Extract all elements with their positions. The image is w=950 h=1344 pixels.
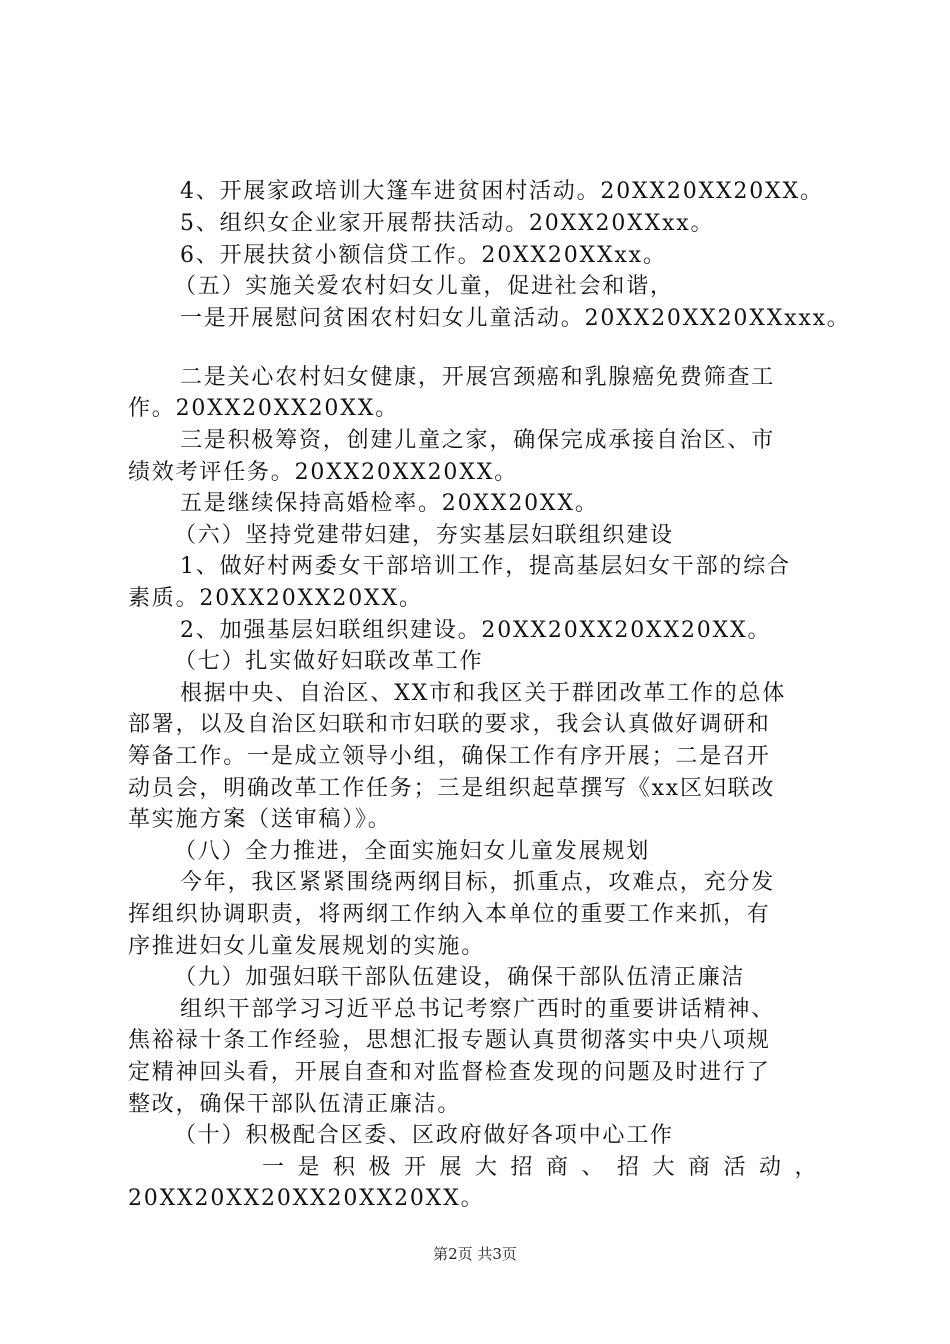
text-line: 筹备工作。一是成立领导小组，确保工作有序开展；二是召开 xyxy=(128,744,771,769)
text-line: 20XX20XX20XX20XX20XX。 xyxy=(128,1186,485,1211)
text-line: 作。20XX20XX20XX。 xyxy=(128,396,399,421)
text-line: 五是继续保持高婚检率。20XX20XX。 xyxy=(180,491,599,516)
section-heading: （十）积极配合区委、区政府做好各项中心工作 xyxy=(174,1123,674,1148)
text-line: 一是积极开展大招商、招大商活动， xyxy=(262,1155,831,1180)
text-line: 5、组织女企业家开展帮扶活动。20XX20XXxx。 xyxy=(180,211,715,236)
text-line: 三是积极筹资，创建儿童之家，确保完成承接自治区、市 xyxy=(180,428,776,453)
section-heading: （九）加强妇联干部队伍建设，确保干部队伍清正廉洁 xyxy=(174,965,746,990)
section-heading: （五）实施关爱农村妇女儿童，促进社会和谐， xyxy=(174,274,674,299)
text-line: 定精神回头看，开展自查和对监督检查发现的问题及时进行了 xyxy=(128,1060,771,1085)
text-line: 二是关心农村妇女健康，开展宫颈癌和乳腺癌免费筛查工 xyxy=(180,365,776,390)
text-line: 6、开展扶贫小额信贷工作。20XX20XXxx。 xyxy=(180,243,667,268)
text-line: 组织干部学习习近平总书记考察广西时的重要讲话精神、 xyxy=(180,997,776,1022)
text-line: 4、开展家政培训大篷车进贫困村活动。20XX20XX20XX。 xyxy=(180,179,824,204)
text-line: 今年，我区紧紧围绕两纲目标，抓重点，攻难点，充分发 xyxy=(180,870,776,895)
text-line: 整改，确保干部队伍清正廉洁。 xyxy=(128,1092,462,1117)
section-heading: （六）坚持党建带妇建，夯实基层妇联组织建设 xyxy=(174,523,674,548)
text-line: 动员会，明确改革工作任务；三是组织起草撰写《xx区妇联改 xyxy=(128,776,776,801)
text-line: 2、加强基层妇联组织建设。20XX20XX20XX20XX。 xyxy=(180,618,772,643)
section-heading: （七）扎实做好妇联改革工作 xyxy=(174,649,484,674)
text-line: 序推进妇女儿童发展规划的实施。 xyxy=(128,934,486,959)
section-heading: （八）全力推进，全面实施妇女儿童发展规划 xyxy=(174,839,651,864)
text-line: 1、做好村两委女干部培训工作，提高基层妇女干部的综合 xyxy=(180,554,791,579)
text-line: 挥组织协调职责，将两纲工作纳入本单位的重要工作来抓，有 xyxy=(128,902,771,927)
text-line: 焦裕禄十条工作经验，思想汇报专题认真贯彻落实中央八项规 xyxy=(128,1028,771,1053)
text-line: 一是开展慰问贫困农村妇女儿童活动。20XX20XX20XXxxx。 xyxy=(180,306,851,331)
page-footer: 第2页 共3页 xyxy=(433,1245,517,1263)
text-line: 部署，以及自治区妇联和市妇联的要求，我会认真做好调研和 xyxy=(128,712,771,737)
text-line: 革实施方案（送审稿）》。 xyxy=(128,807,392,832)
text-line: 绩效考评任务。20XX20XX20XX。 xyxy=(128,460,518,485)
text-line: 素质。20XX20XX20XX。 xyxy=(128,586,423,611)
text-line: 根据中央、自治区、XX市和我区关于群团改革工作的总体 xyxy=(180,681,787,706)
